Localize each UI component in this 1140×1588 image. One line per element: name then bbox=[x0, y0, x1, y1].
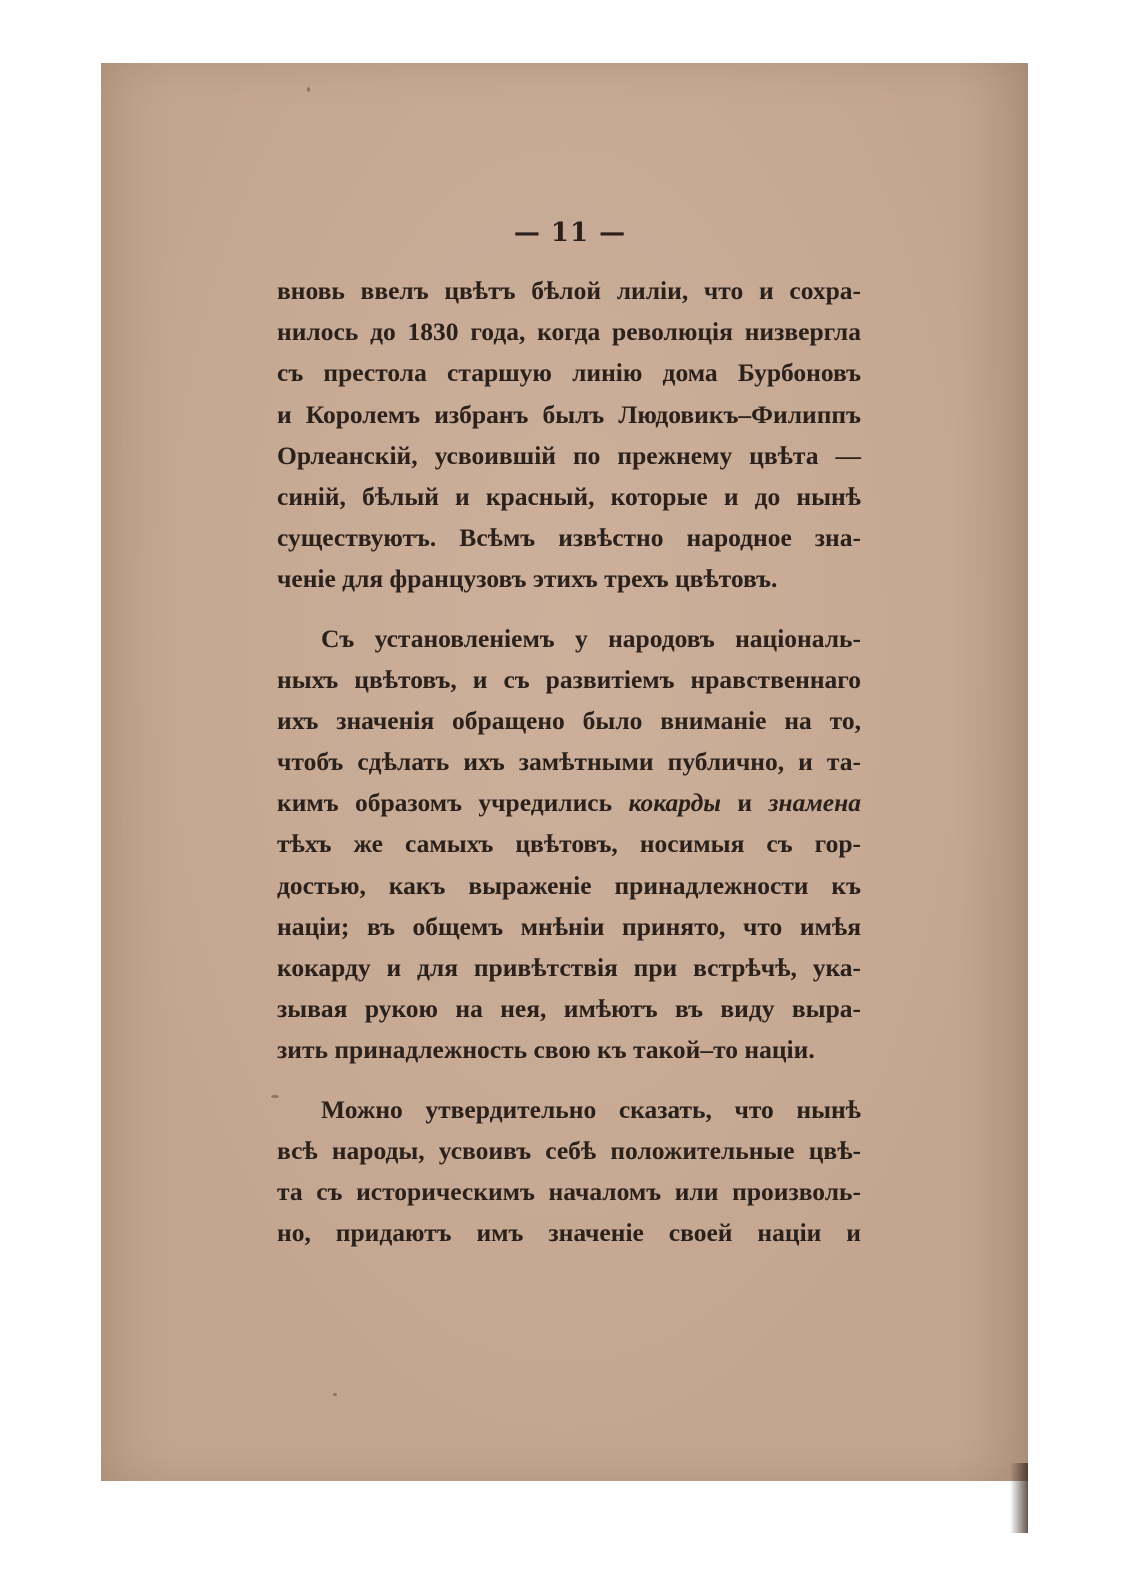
text-line: ихъ значенія обращено было вниманіе на то, bbox=[277, 705, 861, 735]
paragraph bbox=[277, 1089, 861, 1254]
text-line: зывая рукою на нея, имѣютъ въ виду выра- bbox=[277, 994, 861, 1024]
italic-term-kokardy: кокарды bbox=[628, 788, 721, 818]
scan-speck bbox=[307, 87, 310, 92]
paragraph-gap bbox=[277, 1071, 861, 1089]
text-line-mixed bbox=[277, 782, 861, 823]
text-line: націи; въ общемъ мнѣніи принято, что имѣя bbox=[277, 911, 861, 941]
text-run: кимъ образомъ учредились bbox=[277, 788, 613, 818]
edge-stain bbox=[1010, 1463, 1028, 1533]
text-line: съ престола старшую линію дома Бурбоновъ bbox=[277, 358, 861, 388]
scan-speck bbox=[333, 1393, 337, 1396]
body-text bbox=[277, 270, 861, 1253]
text-line: кокарду и для привѣтствія при встрѣчѣ, ука- bbox=[277, 953, 861, 982]
text-line: ныхъ цвѣтовъ, и съ развитіемъ нравственнаго bbox=[277, 664, 861, 694]
text-line: Можно утвердительно сказать, что нынѣ bbox=[321, 1094, 861, 1124]
paragraph bbox=[277, 270, 861, 600]
italic-term-znamena: знамена bbox=[768, 788, 862, 818]
text-line: синій, бѣлый и красный, которые и до нынѣ bbox=[277, 481, 861, 511]
text-line: нилось до 1830 года, когда революція низвергла bbox=[277, 317, 861, 347]
text-line: и Королемъ избранъ былъ Людовикъ–Филиппъ bbox=[277, 399, 861, 429]
text-line: та съ историческимъ началомъ или произволь- bbox=[277, 1176, 861, 1206]
text-line: ченіе для французовъ этихъ трехъ цвѣтовъ. bbox=[277, 564, 778, 594]
text-line: тѣхъ же самыхъ цвѣтовъ, носимыя съ гор- bbox=[277, 829, 861, 859]
page-number: — 11 — bbox=[513, 218, 627, 248]
text-line: всѣ народы, усвоивъ себѣ положительные цвѣ- bbox=[277, 1135, 861, 1165]
text-line: Орлеанскій, усвоившій по прежнему цвѣта — bbox=[277, 440, 861, 470]
text-line: зить принадлежность свою къ такой–то націи. bbox=[277, 1035, 815, 1065]
text-line: достью, какъ выраженіе принадлежности къ bbox=[277, 870, 861, 900]
text-line: существуютъ. Всѣмъ извѣстно народное зна- bbox=[277, 523, 861, 553]
text-line: вновь ввелъ цвѣтъ бѣлой лиліи, что и сохра- bbox=[277, 276, 861, 305]
text-line: Съ установленіемъ у народовъ національ- bbox=[321, 623, 861, 653]
text-line: но, придаютъ имъ значеніе своей націи и bbox=[277, 1218, 861, 1248]
text-run: и bbox=[737, 788, 753, 818]
paragraph bbox=[277, 618, 861, 1071]
paragraph-gap bbox=[277, 600, 861, 618]
text-line: чтобъ сдѣлать ихъ замѣтными публично, и та- bbox=[277, 747, 861, 777]
